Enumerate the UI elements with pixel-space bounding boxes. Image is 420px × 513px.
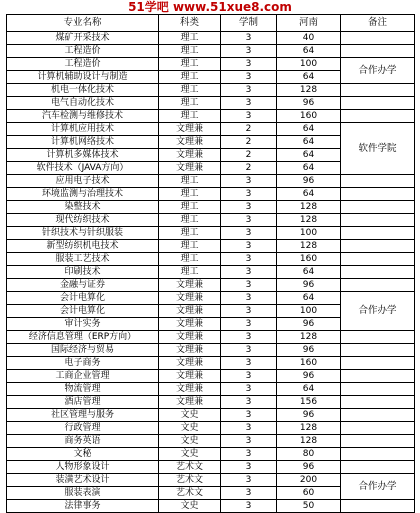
duration-cell: 3 xyxy=(221,201,277,214)
henan-quota-cell: 96 xyxy=(277,344,341,357)
remarks-cell-empty xyxy=(341,409,415,422)
duration-cell: 3 xyxy=(221,318,277,331)
remarks-cell-empty xyxy=(341,84,415,97)
category-cell: 艺术文 xyxy=(159,461,221,474)
henan-quota-cell: 160 xyxy=(277,253,341,266)
duration-cell: 3 xyxy=(221,396,277,409)
table-row xyxy=(7,279,415,292)
category-cell: 理工 xyxy=(159,71,221,84)
henan-quota-cell: 96 xyxy=(277,318,341,331)
major-name-cell: 国际经济与贸易 xyxy=(7,344,159,357)
duration-cell: 3 xyxy=(221,500,277,513)
table-row xyxy=(7,370,415,383)
remarks-cell-empty xyxy=(341,32,415,45)
duration-cell: 3 xyxy=(221,266,277,279)
henan-quota-cell: 64 xyxy=(277,383,341,396)
duration-cell: 3 xyxy=(221,331,277,344)
table-row xyxy=(7,344,415,357)
table-row xyxy=(7,409,415,422)
duration-cell: 3 xyxy=(221,370,277,383)
category-cell: 理工 xyxy=(159,84,221,97)
column-header-major: 专业名称 xyxy=(7,15,159,32)
table-row xyxy=(7,331,415,344)
major-name-cell: 现代纺织技术 xyxy=(7,214,159,227)
major-name-cell: 电气自动化技术 xyxy=(7,97,159,110)
category-cell: 文理兼 xyxy=(159,331,221,344)
major-name-cell: 行政管理 xyxy=(7,422,159,435)
table-header-row xyxy=(7,15,415,32)
category-cell: 文史 xyxy=(159,422,221,435)
category-cell: 理工 xyxy=(159,253,221,266)
duration-cell: 3 xyxy=(221,110,277,123)
category-cell: 文理兼 xyxy=(159,279,221,292)
table-row xyxy=(7,188,415,201)
category-cell: 理工 xyxy=(159,266,221,279)
duration-cell: 2 xyxy=(221,149,277,162)
table-row xyxy=(7,500,415,513)
henan-quota-cell: 96 xyxy=(277,461,341,474)
major-name-cell: 煤矿开采技术 xyxy=(7,32,159,45)
duration-cell: 3 xyxy=(221,487,277,500)
table-row xyxy=(7,201,415,214)
duration-cell: 3 xyxy=(221,422,277,435)
remarks-cell-empty xyxy=(341,370,415,383)
duration-cell: 3 xyxy=(221,175,277,188)
major-name-cell: 金融与证券 xyxy=(7,279,159,292)
category-cell: 理工 xyxy=(159,97,221,110)
duration-cell: 3 xyxy=(221,383,277,396)
category-cell: 理工 xyxy=(159,110,221,123)
category-cell: 文理兼 xyxy=(159,344,221,357)
table-row xyxy=(7,435,415,448)
category-cell: 文理兼 xyxy=(159,370,221,383)
major-name-cell: 计算机多媒体技术 xyxy=(7,149,159,162)
major-name-cell: 计算机网络技术 xyxy=(7,136,159,149)
duration-cell: 3 xyxy=(221,97,277,110)
remarks-cell-empty xyxy=(341,201,415,214)
major-name-cell: 会计电算化 xyxy=(7,292,159,305)
table-row xyxy=(7,58,415,71)
duration-cell: 3 xyxy=(221,279,277,292)
remarks-cell-empty xyxy=(341,383,415,396)
table-row xyxy=(7,292,415,305)
remarks-cell-empty xyxy=(341,435,415,448)
category-cell: 文史 xyxy=(159,409,221,422)
remarks-cell-empty xyxy=(341,188,415,201)
table-row xyxy=(7,227,415,240)
table-row xyxy=(7,253,415,266)
henan-quota-cell: 128 xyxy=(277,422,341,435)
program-table xyxy=(6,14,415,513)
major-name-cell: 染整技术 xyxy=(7,201,159,214)
category-cell: 文理兼 xyxy=(159,162,221,175)
henan-quota-cell: 160 xyxy=(277,110,341,123)
remarks-cell-empty xyxy=(341,240,415,253)
remarks-cell-empty xyxy=(341,448,415,461)
table-row xyxy=(7,45,415,58)
table-row xyxy=(7,32,415,45)
major-name-cell: 应用电子技术 xyxy=(7,175,159,188)
remarks-cell-empty xyxy=(341,214,415,227)
category-cell: 文史 xyxy=(159,448,221,461)
category-cell: 文理兼 xyxy=(159,123,221,136)
category-cell: 文理兼 xyxy=(159,305,221,318)
table-row xyxy=(7,97,415,110)
duration-cell: 3 xyxy=(221,474,277,487)
table-row xyxy=(7,448,415,461)
duration-cell: 3 xyxy=(221,227,277,240)
category-cell: 文理兼 xyxy=(159,396,221,409)
remarks-cell-empty xyxy=(341,357,415,370)
category-cell: 艺术文 xyxy=(159,474,221,487)
table-row xyxy=(7,84,415,97)
major-name-cell: 法律事务 xyxy=(7,500,159,513)
henan-quota-cell: 128 xyxy=(277,84,341,97)
henan-quota-cell: 40 xyxy=(277,32,341,45)
duration-cell: 3 xyxy=(221,71,277,84)
duration-cell: 3 xyxy=(221,32,277,45)
category-cell: 文理兼 xyxy=(159,149,221,162)
table-row xyxy=(7,123,415,136)
table-row xyxy=(7,383,415,396)
major-name-cell: 服装表演 xyxy=(7,487,159,500)
henan-quota-cell: 64 xyxy=(277,71,341,84)
duration-cell: 3 xyxy=(221,409,277,422)
remarks-cell-empty xyxy=(341,422,415,435)
category-cell: 理工 xyxy=(159,201,221,214)
remarks-cell-empty xyxy=(341,461,415,474)
remarks-cell-empty xyxy=(341,266,415,279)
table-body xyxy=(7,32,415,513)
major-name-cell: 汽车检测与维修技术 xyxy=(7,110,159,123)
site-header: 51学吧 www.51xue8.com xyxy=(128,0,292,14)
major-name-cell: 新型纺织机电技术 xyxy=(7,240,159,253)
henan-quota-cell: 100 xyxy=(277,58,341,71)
category-cell: 文理兼 xyxy=(159,318,221,331)
category-cell: 文理兼 xyxy=(159,136,221,149)
henan-quota-cell: 80 xyxy=(277,448,341,461)
category-cell: 理工 xyxy=(159,175,221,188)
category-cell: 理工 xyxy=(159,32,221,45)
major-name-cell: 针织技术与针织服装 xyxy=(7,227,159,240)
henan-quota-cell: 64 xyxy=(277,188,341,201)
column-header-duration: 学制 xyxy=(221,15,277,32)
duration-cell: 2 xyxy=(221,123,277,136)
category-cell: 文史 xyxy=(159,435,221,448)
table-row xyxy=(7,474,415,487)
henan-quota-cell: 160 xyxy=(277,357,341,370)
category-cell: 理工 xyxy=(159,58,221,71)
major-name-cell: 工程造价 xyxy=(7,45,159,58)
henan-quota-cell: 64 xyxy=(277,123,341,136)
table-row xyxy=(7,110,415,123)
henan-quota-cell: 64 xyxy=(277,266,341,279)
remarks-cell-empty xyxy=(341,500,415,513)
duration-cell: 3 xyxy=(221,240,277,253)
table-row xyxy=(7,357,415,370)
duration-cell: 3 xyxy=(221,84,277,97)
remarks-cell-empty xyxy=(341,279,415,292)
major-name-cell: 酒店管理 xyxy=(7,396,159,409)
category-cell: 文理兼 xyxy=(159,383,221,396)
table-row xyxy=(7,266,415,279)
henan-quota-cell: 64 xyxy=(277,136,341,149)
duration-cell: 3 xyxy=(221,435,277,448)
henan-quota-cell: 128 xyxy=(277,214,341,227)
henan-quota-cell: 200 xyxy=(277,474,341,487)
category-cell: 文理兼 xyxy=(159,292,221,305)
henan-quota-cell: 60 xyxy=(277,487,341,500)
major-name-cell: 工程造价 xyxy=(7,58,159,71)
major-name-cell: 服装工艺技术 xyxy=(7,253,159,266)
category-cell: 文理兼 xyxy=(159,357,221,370)
henan-quota-cell: 96 xyxy=(277,175,341,188)
henan-quota-cell: 156 xyxy=(277,396,341,409)
remarks-cell: 合作办学 xyxy=(341,474,415,500)
henan-quota-cell: 96 xyxy=(277,370,341,383)
major-name-cell: 环境监测与治理技术 xyxy=(7,188,159,201)
major-name-cell: 物流管理 xyxy=(7,383,159,396)
henan-quota-cell: 128 xyxy=(277,331,341,344)
table-row xyxy=(7,175,415,188)
column-header-category: 科类 xyxy=(159,15,221,32)
henan-quota-cell: 64 xyxy=(277,292,341,305)
major-name-cell: 装潢艺术设计 xyxy=(7,474,159,487)
duration-cell: 2 xyxy=(221,162,277,175)
major-name-cell: 审计实务 xyxy=(7,318,159,331)
major-name-cell: 计算机辅助设计与制造 xyxy=(7,71,159,84)
major-name-cell: 经济信息管理（ERP方向） xyxy=(7,331,159,344)
henan-quota-cell: 100 xyxy=(277,305,341,318)
remarks-cell-empty xyxy=(341,331,415,344)
duration-cell: 3 xyxy=(221,253,277,266)
category-cell: 理工 xyxy=(159,45,221,58)
duration-cell: 3 xyxy=(221,448,277,461)
henan-quota-cell: 128 xyxy=(277,201,341,214)
duration-cell: 3 xyxy=(221,461,277,474)
duration-cell: 2 xyxy=(221,136,277,149)
table-row xyxy=(7,214,415,227)
remarks-cell-empty xyxy=(341,253,415,266)
category-cell: 文史 xyxy=(159,500,221,513)
henan-quota-cell: 64 xyxy=(277,45,341,58)
duration-cell: 3 xyxy=(221,344,277,357)
major-name-cell: 计算机应用技术 xyxy=(7,123,159,136)
remarks-cell-empty xyxy=(341,396,415,409)
major-name-cell: 人物形象设计 xyxy=(7,461,159,474)
major-name-cell: 工商企业管理 xyxy=(7,370,159,383)
table-row xyxy=(7,240,415,253)
henan-quota-cell: 96 xyxy=(277,409,341,422)
major-name-cell: 会计电算化 xyxy=(7,305,159,318)
remarks-cell-empty xyxy=(341,227,415,240)
major-name-cell: 文秘 xyxy=(7,448,159,461)
henan-quota-cell: 64 xyxy=(277,149,341,162)
column-header-henan: 河南 xyxy=(277,15,341,32)
henan-quota-cell: 128 xyxy=(277,240,341,253)
category-cell: 理工 xyxy=(159,227,221,240)
duration-cell: 3 xyxy=(221,305,277,318)
table-row xyxy=(7,396,415,409)
major-name-cell: 商务英语 xyxy=(7,435,159,448)
major-name-cell: 电子商务 xyxy=(7,357,159,370)
table-row xyxy=(7,422,415,435)
table-row xyxy=(7,461,415,474)
category-cell: 理工 xyxy=(159,240,221,253)
major-name-cell: 社区管理与服务 xyxy=(7,409,159,422)
category-cell: 理工 xyxy=(159,188,221,201)
duration-cell: 3 xyxy=(221,45,277,58)
henan-quota-cell: 96 xyxy=(277,279,341,292)
henan-quota-cell: 64 xyxy=(277,162,341,175)
henan-quota-cell: 96 xyxy=(277,97,341,110)
major-name-cell: 软件技术（JAVA方向） xyxy=(7,162,159,175)
remarks-cell-empty xyxy=(341,45,415,58)
major-name-cell: 印刷技术 xyxy=(7,266,159,279)
remarks-cell-empty xyxy=(341,175,415,188)
remarks-cell-empty xyxy=(341,97,415,110)
henan-quota-cell: 128 xyxy=(277,435,341,448)
category-cell: 艺术文 xyxy=(159,487,221,500)
henan-quota-cell: 50 xyxy=(277,500,341,513)
category-cell: 理工 xyxy=(159,214,221,227)
duration-cell: 3 xyxy=(221,214,277,227)
column-header-remarks: 备注 xyxy=(341,15,415,32)
henan-quota-cell: 100 xyxy=(277,227,341,240)
major-name-cell: 机电一体化技术 xyxy=(7,84,159,97)
duration-cell: 3 xyxy=(221,292,277,305)
remarks-cell: 合作办学 xyxy=(341,58,415,84)
remarks-cell: 合作办学 xyxy=(341,292,415,331)
duration-cell: 3 xyxy=(221,58,277,71)
remarks-cell-empty xyxy=(341,344,415,357)
remarks-cell: 软件学院 xyxy=(341,123,415,175)
duration-cell: 3 xyxy=(221,188,277,201)
remarks-cell-empty xyxy=(341,110,415,123)
duration-cell: 3 xyxy=(221,357,277,370)
